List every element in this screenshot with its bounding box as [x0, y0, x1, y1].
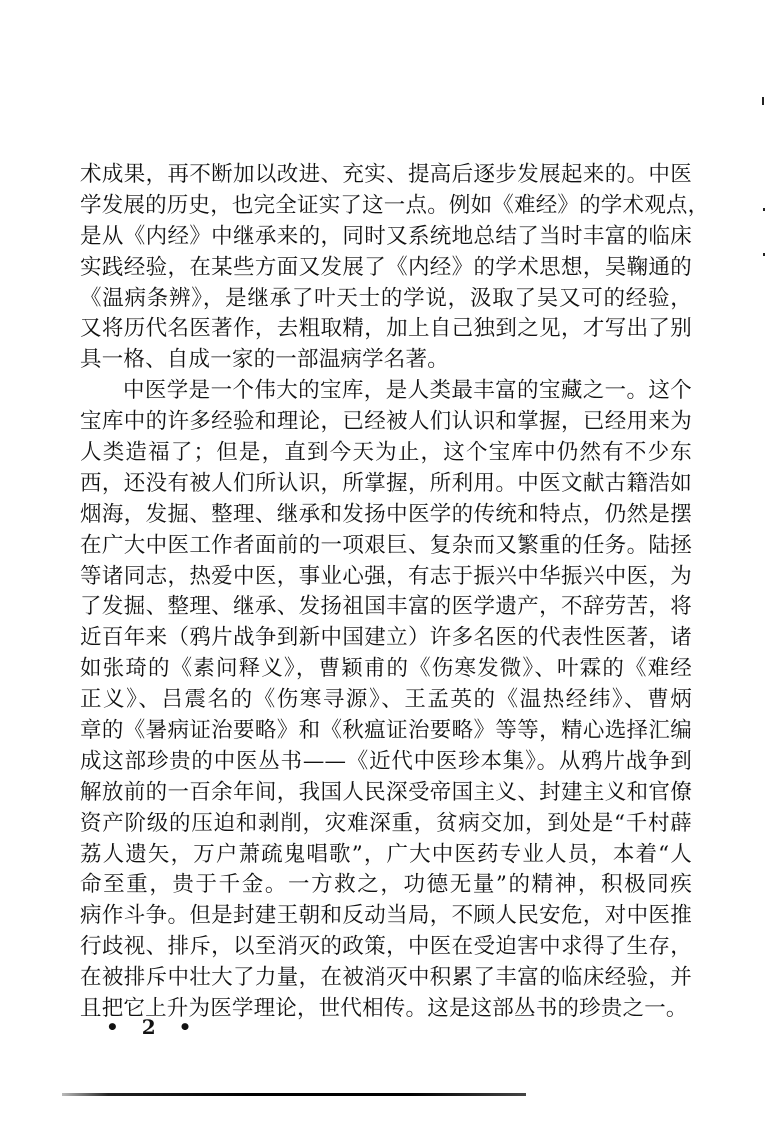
text-line: 且把它上升为医学理论，世代相传。这是这部丛书的珍贵之一。 [80, 996, 688, 1022]
scan-edge-mark [763, 208, 765, 211]
text-line: 病作斗争。但是封建王朝和反动当局，不顾人民安危，对中医推 [80, 903, 692, 929]
text-line: 烟海，发掘、整理、继承和发扬中医学的传统和特点，仍然是摆 [80, 501, 692, 527]
page-number: • 2 • [106, 1015, 200, 1039]
text-line: 正义》、吕震名的《伤寒寻源》、王孟英的《温热经纬》、曹炳 [80, 687, 692, 713]
text-line: 《温病条辨》，是继承了叶天士的学说，汲取了吴又可的经验， [80, 285, 692, 311]
text-line: 西，还没有被人们所认识，所掌握，所利用。中医文献古籍浩如 [80, 470, 692, 496]
text-line: 又将历代名医著作，去粗取精，加上自己独到之见，才写出了别 [80, 316, 692, 342]
text-line: 在被排斥中壮大了力量，在被消灭中积累了丰富的临床经验，并 [80, 965, 692, 991]
text-line: 实践经验，在某些方面又发展了《内经》的学术思想，吴鞠通的 [80, 254, 692, 280]
text-line: 解放前的一百余年间，我国人民深受帝国主义、封建主义和官僚 [80, 779, 692, 805]
body-text [80, 160, 710, 1025]
text-line: 中医学是一个伟大的宝库，是人类最丰富的宝藏之一。这个 [123, 378, 692, 404]
text-line: 近百年来（鸦片战争到新中国建立）许多名医的代表性医著，诸 [80, 625, 692, 651]
text-line: 荔人遗矢，万户萧疏鬼唱歌”，广大中医药专业人员，本着“人 [80, 841, 692, 867]
text-line: 在广大中医工作者面前的一项艰巨、复杂而又繁重的任务。陆拯 [80, 532, 692, 558]
scan-edge-mark [763, 253, 765, 256]
text-line: 资产阶级的压迫和剥削，灾难深重，贫病交加，到处是“千村薜 [80, 810, 692, 836]
text-line: 等诸同志，热爱中医，事业心强，有志于振兴中华振兴中医，为 [80, 563, 692, 589]
text-line: 如张琦的《素问释义》，曹颖甫的《伤寒发微》、叶霖的《难经 [80, 656, 692, 682]
text-line: 了发掘、整理、继承、发扬祖国丰富的医学遗产，不辞劳苦，将 [80, 594, 692, 620]
text-line: 成这部珍贵的中医丛书——《近代中医珍本集》。从鸦片战争到 [80, 748, 692, 774]
text-line: 学发展的历史，也完全证实了这一点。例如《难经》的学术观点， [80, 192, 710, 218]
scan-edge-mark [762, 97, 764, 105]
text-line: 宝库中的许多经验和理论，已经被人们认识和掌握，已经用来为 [80, 409, 692, 435]
text-line: 术成果，再不断加以改进、充实、提高后逐步发展起来的。中医 [80, 162, 692, 187]
text-line: 具一格、自成一家的一部温病学名著。 [80, 347, 449, 373]
bottom-rule-divider [62, 1093, 526, 1096]
text-line: 行歧视、排斥，以至消灭的政策，中医在受迫害中求得了生存， [80, 934, 692, 960]
text-line: 人类造福了；但是，直到今天为止，这个宝库中仍然有不少东 [80, 440, 692, 466]
text-line: 命至重，贵于千金。一方救之，功德无量”的精神，积极同疾 [80, 872, 692, 898]
text-line: 是从《内经》中继承来的，同时又系统地总结了当时丰富的临床 [80, 223, 692, 249]
text-line: 章的《暑病证治要略》和《秋瘟证治要略》等等，精心选择汇编 [80, 718, 692, 744]
